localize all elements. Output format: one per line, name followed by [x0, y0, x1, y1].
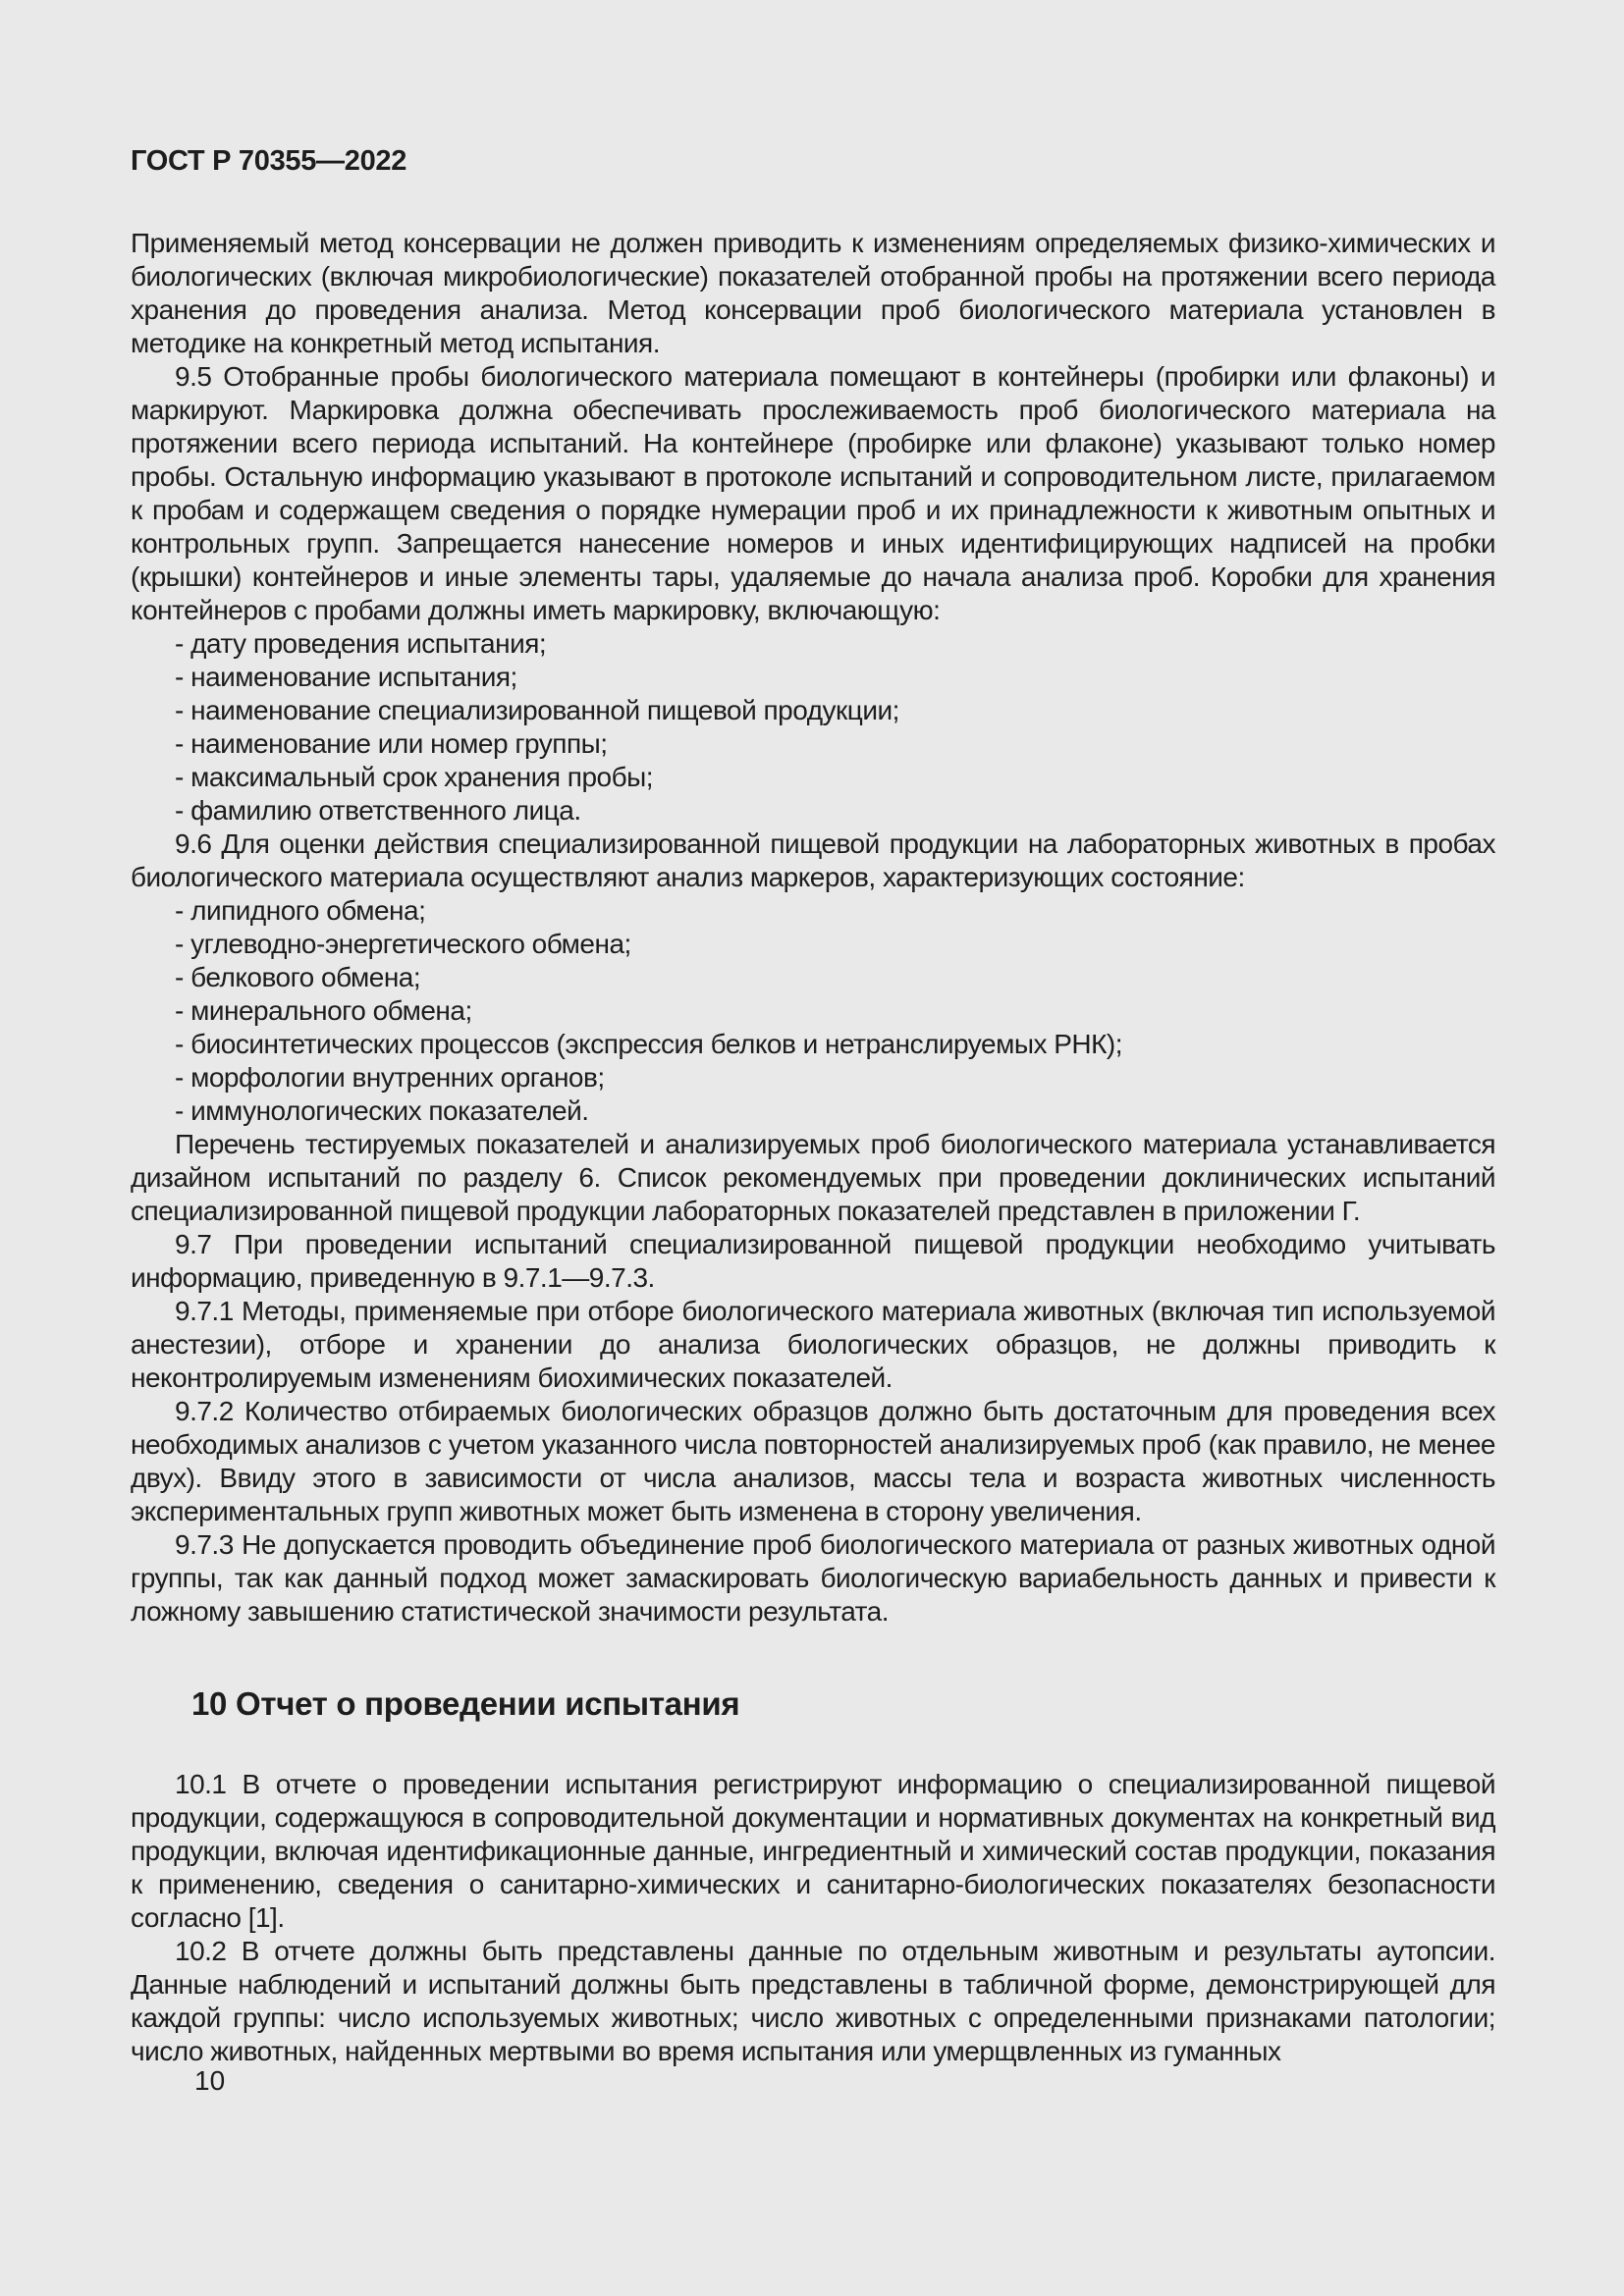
list-item-text: иммунологических показателей. [190, 1095, 589, 1126]
page-number: 10 [194, 2065, 226, 2096]
list-item [131, 627, 1495, 661]
list-item-text: минерального обмена; [190, 995, 472, 1026]
list-item-text: биосинтетических процессов (экспрессия белков и нетранслируемых РНК); [190, 1029, 1123, 1059]
list-bullet: - [175, 1095, 184, 1126]
list-item [131, 1061, 1495, 1095]
paragraph-9-6: 9.6 Для оценки действия специализированной пищевой продукции на лабораторных животных в пробах биологического материала осуществляют анализ маркеров, характеризующих состояние: [131, 828, 1495, 892]
list-bullet: - [175, 962, 184, 992]
list-bullet: - [175, 1062, 184, 1093]
list-item-text: дату проведения испытания; [190, 628, 547, 659]
list-item [131, 1095, 1495, 1128]
list-item-text: липидного обмена; [190, 895, 426, 926]
list-item [131, 994, 1495, 1028]
list-item [131, 694, 1495, 727]
list-bullet: - [175, 929, 184, 959]
running-header: ГОСТ Р 70355—2022 [131, 145, 407, 177]
list-item-text: фамилию ответственного лица. [190, 795, 581, 826]
list-item [131, 761, 1495, 794]
paragraph-9-5: 9.5 Отобранные пробы биологического материала помещают в контейнеры (пробирки или флаконы) и маркируют. Маркировка должна обеспечивать прослеживаемость проб биологического материала на протяжении всего периода испытаний. На контейнере (пробирке или флаконе) указывают только номер пробы. Остальную информацию указывают в протоколе испытаний и сопроводительном листе, прилагаемом к пробам и содержащем сведения о порядке нумерации проб и их принадлежности к животным опытных и контрольных групп. Запрещается нанесение номеров и иных идентифицирующих надписей на пробки (крышки) контейнеров и иные элементы тары, удаляемые до начала анализа проб. Коробки для хранения контейнеров с пробами должны иметь маркировку, включающую: [131, 361, 1495, 625]
page-content [131, 145, 1495, 2068]
paragraph-9-7: 9.7 При проведении испытаний специализированной пищевой продукции необходимо учитывать информацию, приведенную в 9.7.1—9.7.3. [131, 1229, 1495, 1293]
list-bullet: - [175, 662, 184, 692]
list-item [131, 928, 1495, 961]
body-text [131, 227, 1495, 2068]
list-item [131, 961, 1495, 994]
list-item-text: наименование или номер группы; [190, 728, 608, 759]
list-item [131, 727, 1495, 761]
list-bullet: - [175, 762, 184, 792]
list-item-text: максимальный срок хранения пробы; [190, 762, 654, 792]
list-container-markers [131, 894, 1495, 1128]
paragraph-9-7-2: 9.7.2 Количество отбираемых биологических образцов должно быть достаточным для проведения всех необходимых анализов с учетом указанного числа повторностей анализируемых проб (как правило, не менее двух). Ввиду этого в зависимости от числа анализов, массы тела и возраста животных численность экспериментальных групп животных может быть изменена в сторону увеличения. [131, 1396, 1495, 1526]
list-item [131, 1028, 1495, 1061]
list-bullet: - [175, 728, 184, 759]
list-item [131, 661, 1495, 694]
list-bullet: - [175, 795, 184, 826]
list-item-text: морфологии внутренних органов; [190, 1062, 605, 1093]
paragraph-perechen: Перечень тестируемых показателей и анализируемых проб биологического материала устанавливается дизайном испытаний по разделу 6. Список рекомендуемых при проведении доклинических испытаний специализированной пищевой продукции лабораторных показателей представлен в приложении Г. [131, 1129, 1495, 1226]
paragraph-10-1: 10.1 В отчете о проведении испытания регистрируют информацию о специализированной пищевой продукции, содержащуюся в сопроводительной документации и нормативных документах на конкретный вид продукции, включая идентификационные данные, ингредиентный и химический состав продукции, показания к применению, сведения о санитарно-химических и санитарно-биологических показателях безопасности согласно [1]. [131, 1769, 1495, 1933]
list-container-marking [131, 627, 1495, 828]
paragraph-10-2: 10.2 В отчете должны быть представлены данные по отдельным животным и результаты аутопсии. Данные наблюдений и испытаний должны быть представлены в табличной форме, демонстрирующей для каждой группы: число используемых животных; число животных с определенными признаками патологии; число животных, найденных мертвыми во время испытания или умерщвленных из гуманных [131, 1936, 1495, 2066]
list-item [131, 894, 1495, 928]
list-bullet: - [175, 1029, 184, 1059]
list-bullet: - [175, 695, 184, 725]
list-bullet: - [175, 628, 184, 659]
paragraph-9-7-1: 9.7.1 Методы, применяемые при отборе биологического материала животных (включая тип используемой анестезии), отборе и хранении до анализа биологических образцов, не должны приводить к неконтролируемым изменениям биохимических показателей. [131, 1296, 1495, 1393]
list-bullet: - [175, 995, 184, 1026]
list-item-text: наименование испытания; [190, 662, 517, 692]
list-item-text: белкового обмена; [190, 962, 421, 992]
list-item-text: углеводно-энергетического обмена; [190, 929, 631, 959]
paragraph-9-7-3: 9.7.3 Не допускается проводить объединение проб биологического материала от разных животных одной группы, так как данный подход может замаскировать биологическую вариабельность данных и привести к ложному завышению статистической значимости результата. [131, 1529, 1495, 1627]
list-bullet: - [175, 895, 184, 926]
list-item [131, 794, 1495, 828]
paragraph-intro: Применяемый метод консервации не должен приводить к изменениям определяемых физико-химических и биологических (включая микробиологические) показателей отобранной пробы на протяжении всего периода хранения до проведения анализа. Метод консервации проб биологического материала установлен в методике на конкретный метод испытания. [131, 228, 1495, 358]
list-item-text: наименование специализированной пищевой продукции; [190, 695, 899, 725]
section-heading-10: 10 Отчет о проведении испытания [191, 1685, 740, 1722]
